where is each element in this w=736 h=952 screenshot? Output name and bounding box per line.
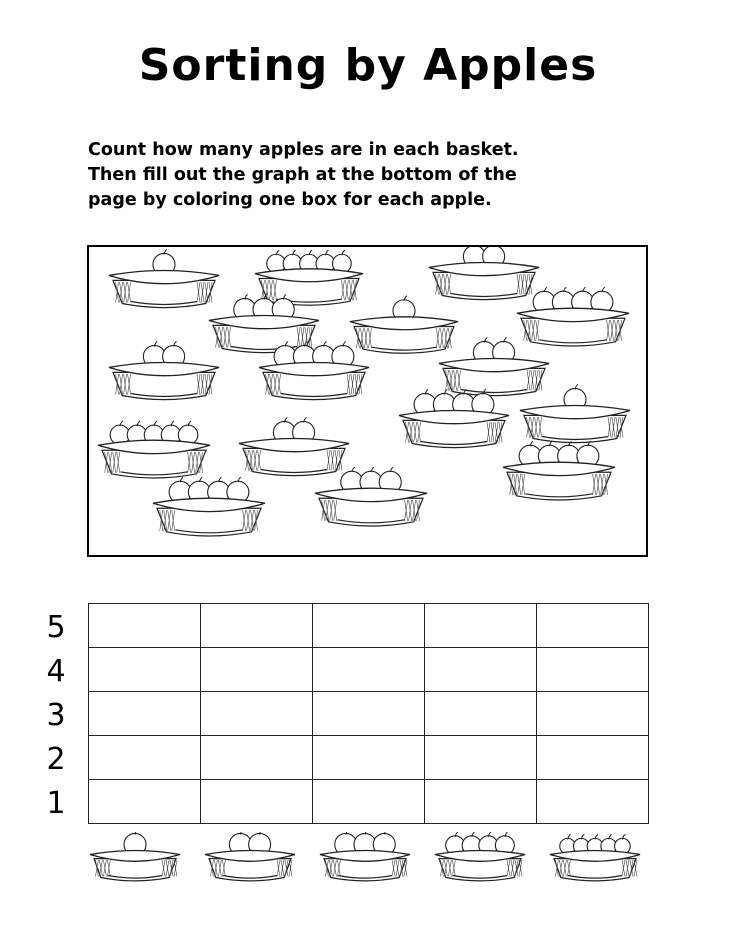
graph-cell[interactable] xyxy=(201,648,313,692)
graph-cell[interactable] xyxy=(201,780,313,824)
graph-cell[interactable] xyxy=(89,648,201,692)
graph-cell[interactable] xyxy=(313,736,425,780)
graph-cell[interactable] xyxy=(89,604,201,648)
graph-cell[interactable] xyxy=(201,692,313,736)
graph-column-baskets xyxy=(88,832,649,892)
graph-cell[interactable] xyxy=(89,780,201,824)
baskets-illustration xyxy=(89,247,646,555)
apple-basket-icon xyxy=(205,832,295,881)
graph-cell[interactable] xyxy=(313,692,425,736)
apple-basket-icon xyxy=(90,832,180,881)
graph-cell[interactable] xyxy=(425,736,537,780)
instructions xyxy=(88,138,678,213)
apple-basket-icon xyxy=(350,296,458,354)
graph-cell[interactable] xyxy=(425,604,537,648)
y-label: 2 xyxy=(46,742,66,777)
graph-row xyxy=(89,604,649,648)
y-label: 1 xyxy=(46,786,66,821)
apple-basket-icon xyxy=(520,384,630,442)
apple-basket-icon xyxy=(109,249,219,307)
y-label: 4 xyxy=(46,654,66,689)
graph-cell[interactable] xyxy=(537,604,649,648)
graph-cell[interactable] xyxy=(537,780,649,824)
graph-cell[interactable] xyxy=(313,780,425,824)
graph-cell[interactable] xyxy=(537,648,649,692)
apple-basket-icon xyxy=(429,247,539,300)
apple-basket-icon xyxy=(315,467,427,526)
graph-cell[interactable] xyxy=(425,648,537,692)
apple-basket-icon xyxy=(255,250,363,305)
instruction-line: page by coloring one box for each apple. xyxy=(88,190,492,210)
graph-cell[interactable] xyxy=(425,780,537,824)
apple-basket-icon xyxy=(399,389,509,447)
apple-basket-icon xyxy=(517,287,629,346)
graph-cell[interactable] xyxy=(313,648,425,692)
graph-cell[interactable] xyxy=(537,736,649,780)
apple-basket-icon xyxy=(503,441,615,500)
apple-basket-icon xyxy=(435,832,525,881)
apple-basket-icon xyxy=(109,341,219,399)
graph-cell[interactable] xyxy=(201,736,313,780)
y-label: 3 xyxy=(46,698,66,733)
graph-row xyxy=(89,780,649,824)
column-basket-icons xyxy=(88,832,649,892)
graph-cell[interactable] xyxy=(201,604,313,648)
apple-basket-icon xyxy=(259,341,369,399)
graph-row xyxy=(89,736,649,780)
instruction-line: Count how many apples are in each basket. xyxy=(88,140,519,160)
y-label: 5 xyxy=(46,610,66,645)
graph-row xyxy=(89,692,649,736)
apple-basket-icon xyxy=(239,417,349,475)
apple-basket-icon xyxy=(98,421,210,478)
graph-cell[interactable] xyxy=(537,692,649,736)
graph-row xyxy=(89,648,649,692)
apple-basket-icon xyxy=(320,832,410,881)
graph-cell[interactable] xyxy=(313,604,425,648)
apple-basket-icon xyxy=(550,834,640,881)
graph-cell[interactable] xyxy=(89,736,201,780)
graph-cell[interactable] xyxy=(425,692,537,736)
apple-basket-icon xyxy=(153,477,265,536)
baskets-picture-box xyxy=(87,245,648,557)
graph-cell[interactable] xyxy=(89,692,201,736)
instruction-line: Then fill out the graph at the bottom of the xyxy=(88,165,517,185)
apple-count-graph xyxy=(88,603,649,824)
worksheet-title: Sorting by Apples xyxy=(138,40,598,91)
apple-basket-icon xyxy=(439,337,549,395)
